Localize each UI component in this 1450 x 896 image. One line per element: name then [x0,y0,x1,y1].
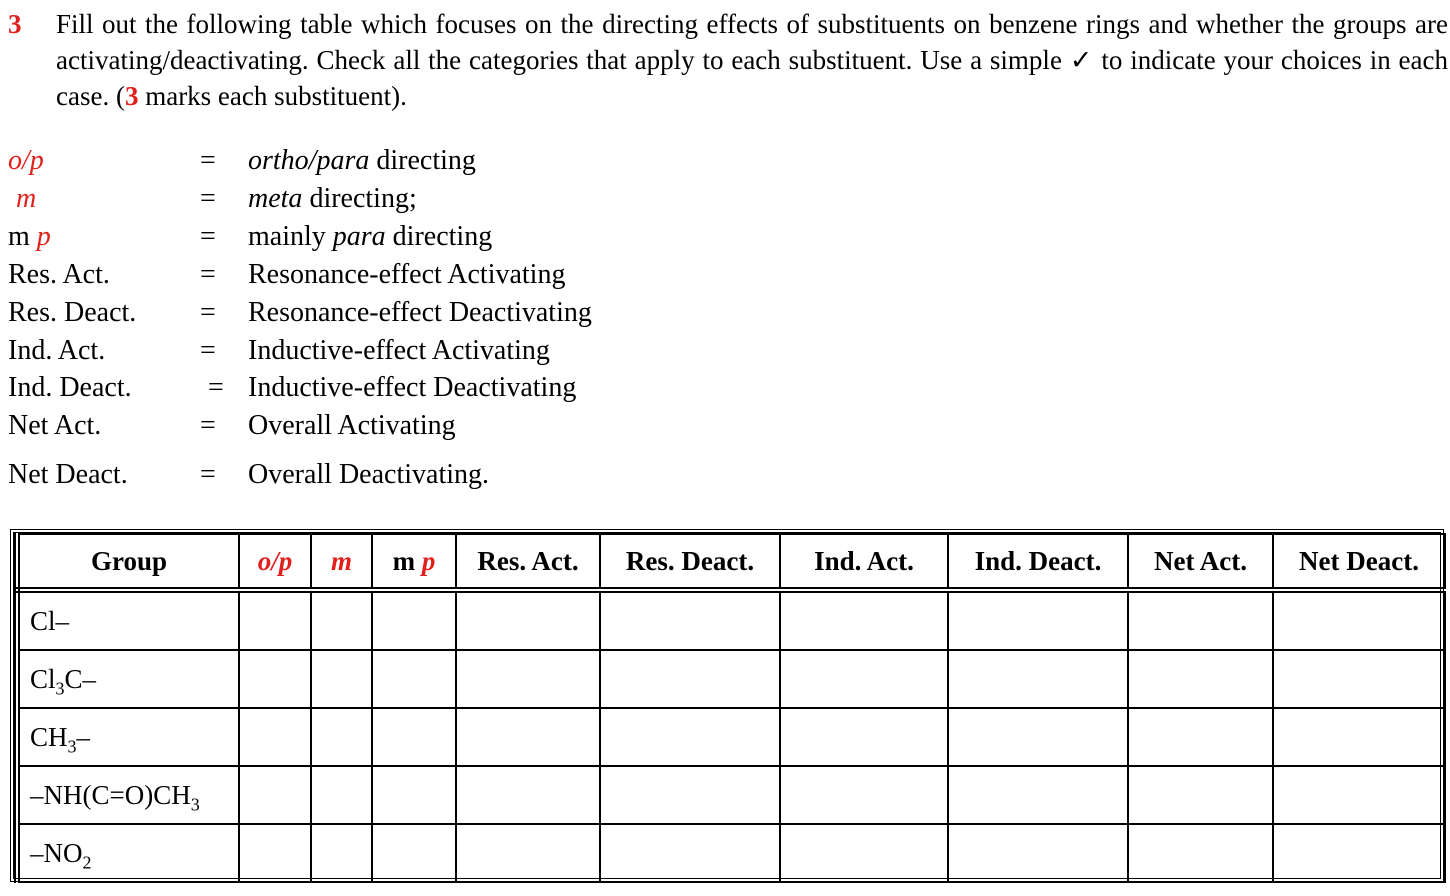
group-formula: –NH(C=O)CH [30,779,191,810]
legend-definition: Resonance-effect Deactivating [248,297,592,328]
legend-definition: Resonance-effect Activating [248,259,566,290]
answer-cell[interactable] [1273,650,1445,708]
legend-equals: = [200,297,216,328]
answer-cell[interactable] [780,708,948,766]
legend-def-rest: directing; [302,183,417,214]
answer-cell[interactable] [600,650,780,708]
answer-cell[interactable] [456,650,600,708]
answer-cell[interactable] [311,766,372,824]
legend-term: Ind. Act. [8,335,106,366]
table-header-row [17,534,1445,590]
legend-equals: = [208,372,224,403]
answer-cell[interactable] [311,824,372,882]
header-ind-deact: Ind. Deact. [948,534,1128,590]
group-subscript: 2 [82,851,92,872]
question-text-2: to indicate your choices in each case. ( [56,45,1448,111]
answer-cell[interactable] [780,824,948,882]
answer-cell[interactable] [456,590,600,650]
legend-definition [248,220,492,254]
legend-equals: = [200,459,216,490]
group-cell [17,590,239,650]
legend-def-italic: ortho/para [248,145,370,176]
legend-def-pre: mainly [248,221,333,252]
answer-cell[interactable] [948,824,1128,882]
header-m: m [311,534,372,590]
answer-cell[interactable] [239,590,311,650]
group-cell [17,824,239,882]
legend-equals: = [200,335,216,366]
question-text-1: Fill out the following table which focuses on the directing effects of substituents on benzene rings and whether the groups are activating/deactivating. Check all the categories that apply to each substituent. Use a simple [56,9,1448,75]
group-formula: Cl [30,663,56,694]
answer-cell[interactable] [1273,766,1445,824]
legend-term: Res. Act. [8,259,110,290]
legend-definition [248,182,417,216]
answer-cell[interactable] [456,766,600,824]
legend-term: Res. Deact. [8,297,137,328]
table-row [17,590,1445,650]
substituent-table [10,529,1444,882]
group-cell [17,708,239,766]
group-formula: CH [30,721,68,752]
answer-cell[interactable] [1273,590,1445,650]
legend-equals: = [200,145,216,176]
header-group: Group [17,534,239,590]
group-formula-tail: C– [64,663,97,694]
group-cell [17,650,239,708]
header-ind-act: Ind. Act. [780,534,948,590]
header-net-act: Net Act. [1128,534,1273,590]
legend-term: Ind. Deact. [8,372,132,403]
header-res-deact: Res. Deact. [600,534,780,590]
group-subscript: 3 [67,735,77,756]
legend-definition: Overall Deactivating. [248,459,490,490]
question-number: 3 [8,9,22,39]
answer-cell[interactable] [456,824,600,882]
answer-cell[interactable] [1128,650,1273,708]
answer-cell[interactable] [239,650,311,708]
legend-definition: Inductive-effect Deactivating [248,372,577,403]
legend-equals: = [200,259,216,290]
question-text [56,6,1448,114]
legend-equals: = [200,410,216,441]
answer-cell[interactable] [372,708,456,766]
legend-def-italic: meta [248,183,303,214]
header-mp-plain: m [392,545,416,576]
answer-cell[interactable] [239,824,311,882]
checkmark-icon: ✓ [1069,45,1094,75]
group-formula-tail: – [76,721,91,752]
answer-cell[interactable] [372,766,456,824]
legend-term-plain: m [8,221,30,252]
legend-equals: = [200,183,216,214]
legend-term: m [16,183,37,214]
group-formula: Cl– [30,605,70,636]
question-block [8,6,1448,114]
answer-cell[interactable] [1273,708,1445,766]
header-res-act: Res. Act. [456,534,600,590]
legend-def-rest: directing [385,221,493,252]
group-formula: –NO [30,837,83,868]
answer-cell[interactable] [456,708,600,766]
answer-cell[interactable] [311,650,372,708]
answer-cell[interactable] [600,708,780,766]
answer-cell[interactable] [948,650,1128,708]
answer-cell[interactable] [1128,590,1273,650]
answer-cell[interactable] [1128,824,1273,882]
legend-definition: Inductive-effect Activating [248,335,550,366]
answer-cell[interactable] [780,590,948,650]
legend-term-red: p [36,221,51,252]
answer-cell[interactable] [600,824,780,882]
table-row [17,824,1445,882]
header-mp-red: p [421,545,436,576]
legend-definition: Overall Activating [248,410,456,441]
answer-cell[interactable] [311,708,372,766]
answer-cell[interactable] [600,590,780,650]
table-row [17,650,1445,708]
answer-cell[interactable] [948,708,1128,766]
answer-cell[interactable] [239,708,311,766]
answer-cell[interactable] [372,824,456,882]
table-row [17,708,1445,766]
answer-cell[interactable] [239,766,311,824]
group-subscript: 3 [55,677,65,698]
answer-cell[interactable] [948,766,1128,824]
legend-def-italic: para [332,221,386,252]
legend-term: o/p [8,145,44,176]
group-subscript: 3 [190,793,200,814]
header-mp [372,534,456,590]
legend-term [8,220,188,254]
table-row [17,766,1445,824]
answer-cell[interactable] [372,590,456,650]
answer-cell[interactable] [311,590,372,650]
legend-term: Net Deact. [8,459,128,490]
header-op: o/p [239,534,311,590]
answer-cell[interactable] [1273,824,1445,882]
group-cell [17,766,239,824]
answer-cell[interactable] [780,766,948,824]
answer-cell[interactable] [948,590,1128,650]
answer-cell[interactable] [1128,766,1273,824]
marks-value: 3 [124,81,139,111]
answer-cell[interactable] [1128,708,1273,766]
answer-cell[interactable] [780,650,948,708]
legend-term: Net Act. [8,410,102,441]
answer-cell[interactable] [600,766,780,824]
header-net-deact: Net Deact. [1273,534,1445,590]
answer-cell[interactable] [372,650,456,708]
legend-definition [248,144,476,178]
legend-def-rest: directing [369,145,476,176]
question-text-3: marks each substituent). [138,81,407,111]
legend-equals: = [200,221,216,252]
